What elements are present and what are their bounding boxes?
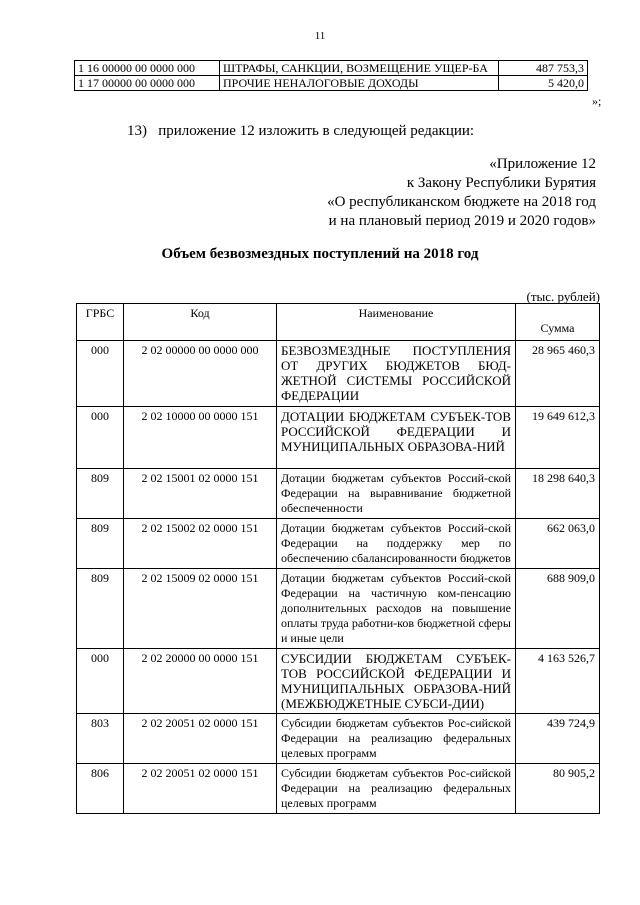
instruction-paragraph: 13) приложение 12 изложить в следующей редакции: <box>127 123 475 139</box>
page-number: 11 <box>314 30 326 42</box>
name-cell: Субсидии бюджетам субъектов Рос-сийской Федерации на реализацию федеральных целевых программ <box>277 764 516 814</box>
receipts-table <box>76 303 600 814</box>
appendix-heading <box>327 155 596 231</box>
code-cell: 2 02 00000 00 0000 000 <box>124 341 277 407</box>
name-cell: ПРОЧИЕ НЕНАЛОГОВЫЕ ДОХОДЫ <box>220 76 499 91</box>
grbs-cell: 809 <box>77 469 124 519</box>
code-cell: 2 02 15009 02 0000 151 <box>124 569 277 649</box>
table-row <box>77 519 600 569</box>
amount-cell: 18 298 640,3 <box>516 469 600 519</box>
grbs-cell: 000 <box>77 407 124 469</box>
table-row <box>77 649 600 714</box>
table-row <box>77 714 600 764</box>
amount-cell: 487 753,3 <box>499 61 588 76</box>
table-row <box>77 407 600 469</box>
header-row <box>77 304 600 341</box>
grbs-cell: 806 <box>77 764 124 814</box>
name-cell: Дотации бюджетам субъектов Россий-ской Федерации на поддержку мер по обеспечению сбалансированности бюджетов <box>277 519 516 569</box>
name-cell: ДОТАЦИИ БЮДЖЕТАМ СУБЪЕК-ТОВ РОССИЙСКОЙ ФЕДЕРАЦИИ И МУНИЦИПАЛЬНЫХ ОБРАЗОВА-НИЙ <box>277 407 516 469</box>
previous-table-tail <box>74 60 588 91</box>
code-cell: 2 02 20051 02 0000 151 <box>124 714 277 764</box>
name-cell: Дотации бюджетам субъектов Россий-ской Федерации на частичную ком-пенсацию дополнительных расходов на повышение оплаты труда работни-ков бюджетной сферы и иные цели <box>277 569 516 649</box>
header-name: Наименование <box>277 304 516 341</box>
table-row <box>75 61 588 76</box>
name-cell: ШТРАФЫ, САНКЦИИ, ВОЗМЕЩЕНИЕ УЩЕР-БА <box>220 61 499 76</box>
code-cell: 2 02 15001 02 0000 151 <box>124 469 277 519</box>
table-row <box>77 341 600 407</box>
amount-cell: 4 163 526,7 <box>516 649 600 714</box>
document-title: Объем безвозмездных поступлений на 2018 год <box>161 246 479 262</box>
header-grbs: ГРБС <box>77 304 124 341</box>
code-cell: 2 02 20000 00 0000 151 <box>124 649 277 714</box>
code-cell: 1 17 00000 00 0000 000 <box>75 76 220 91</box>
header-sum: Сумма <box>516 304 600 341</box>
amount-cell: 688 909,0 <box>516 569 600 649</box>
grbs-cell: 809 <box>77 569 124 649</box>
code-cell: 2 02 10000 00 0000 151 <box>124 407 277 469</box>
table-row <box>77 764 600 814</box>
amount-cell: 19 649 612,3 <box>516 407 600 469</box>
table-row <box>77 469 600 519</box>
amount-cell: 80 905,2 <box>516 764 600 814</box>
grbs-cell: 803 <box>77 714 124 764</box>
amount-cell: 662 063,0 <box>516 519 600 569</box>
appendix-line: «Приложение 12 <box>489 156 596 172</box>
grbs-cell: 000 <box>77 341 124 407</box>
name-cell: Субсидии бюджетам субъектов Рос-сийской Федерации на реализацию федеральных целевых программ <box>277 714 516 764</box>
amount-cell: 28 965 460,3 <box>516 341 600 407</box>
grbs-cell: 000 <box>77 649 124 714</box>
amount-cell: 5 420,0 <box>499 76 588 91</box>
grbs-cell: 809 <box>77 519 124 569</box>
name-cell: Дотации бюджетам субъектов Россий-ской Федерации на выравнивание бюджетной обеспеченности <box>277 469 516 519</box>
table-row <box>75 76 588 91</box>
amount-cell: 439 724,9 <box>516 714 600 764</box>
unit-label: (тыс. рублей) <box>526 289 600 304</box>
appendix-line: и на плановый период 2019 и 2020 годов» <box>328 213 596 229</box>
appendix-line: к Закону Республики Бурятия <box>406 175 596 191</box>
closing-quote: »; <box>592 94 602 108</box>
name-cell: БЕЗВОЗМЕЗДНЫЕ ПОСТУПЛЕНИЯ ОТ ДРУГИХ БЮДЖЕТОВ БЮД-ЖЕТНОЙ СИСТЕМЫ РОССИЙСКОЙ ФЕДЕРАЦИИ <box>277 341 516 407</box>
code-cell: 2 02 20051 02 0000 151 <box>124 764 277 814</box>
header-code: Код <box>124 304 277 341</box>
table-row <box>77 569 600 649</box>
appendix-line: «О республиканском бюджете на 2018 год <box>327 194 596 210</box>
code-cell: 2 02 15002 02 0000 151 <box>124 519 277 569</box>
code-cell: 1 16 00000 00 0000 000 <box>75 61 220 76</box>
name-cell: СУБСИДИИ БЮДЖЕТАМ СУБЪЕК-ТОВ РОССИЙСКОЙ ФЕДЕРАЦИИ И МУНИЦИПАЛЬНЫХ ОБРАЗОВА-НИЙ (МЕЖБЮДЖЕТНЫЕ СУБСИ-ДИИ) <box>277 649 516 714</box>
